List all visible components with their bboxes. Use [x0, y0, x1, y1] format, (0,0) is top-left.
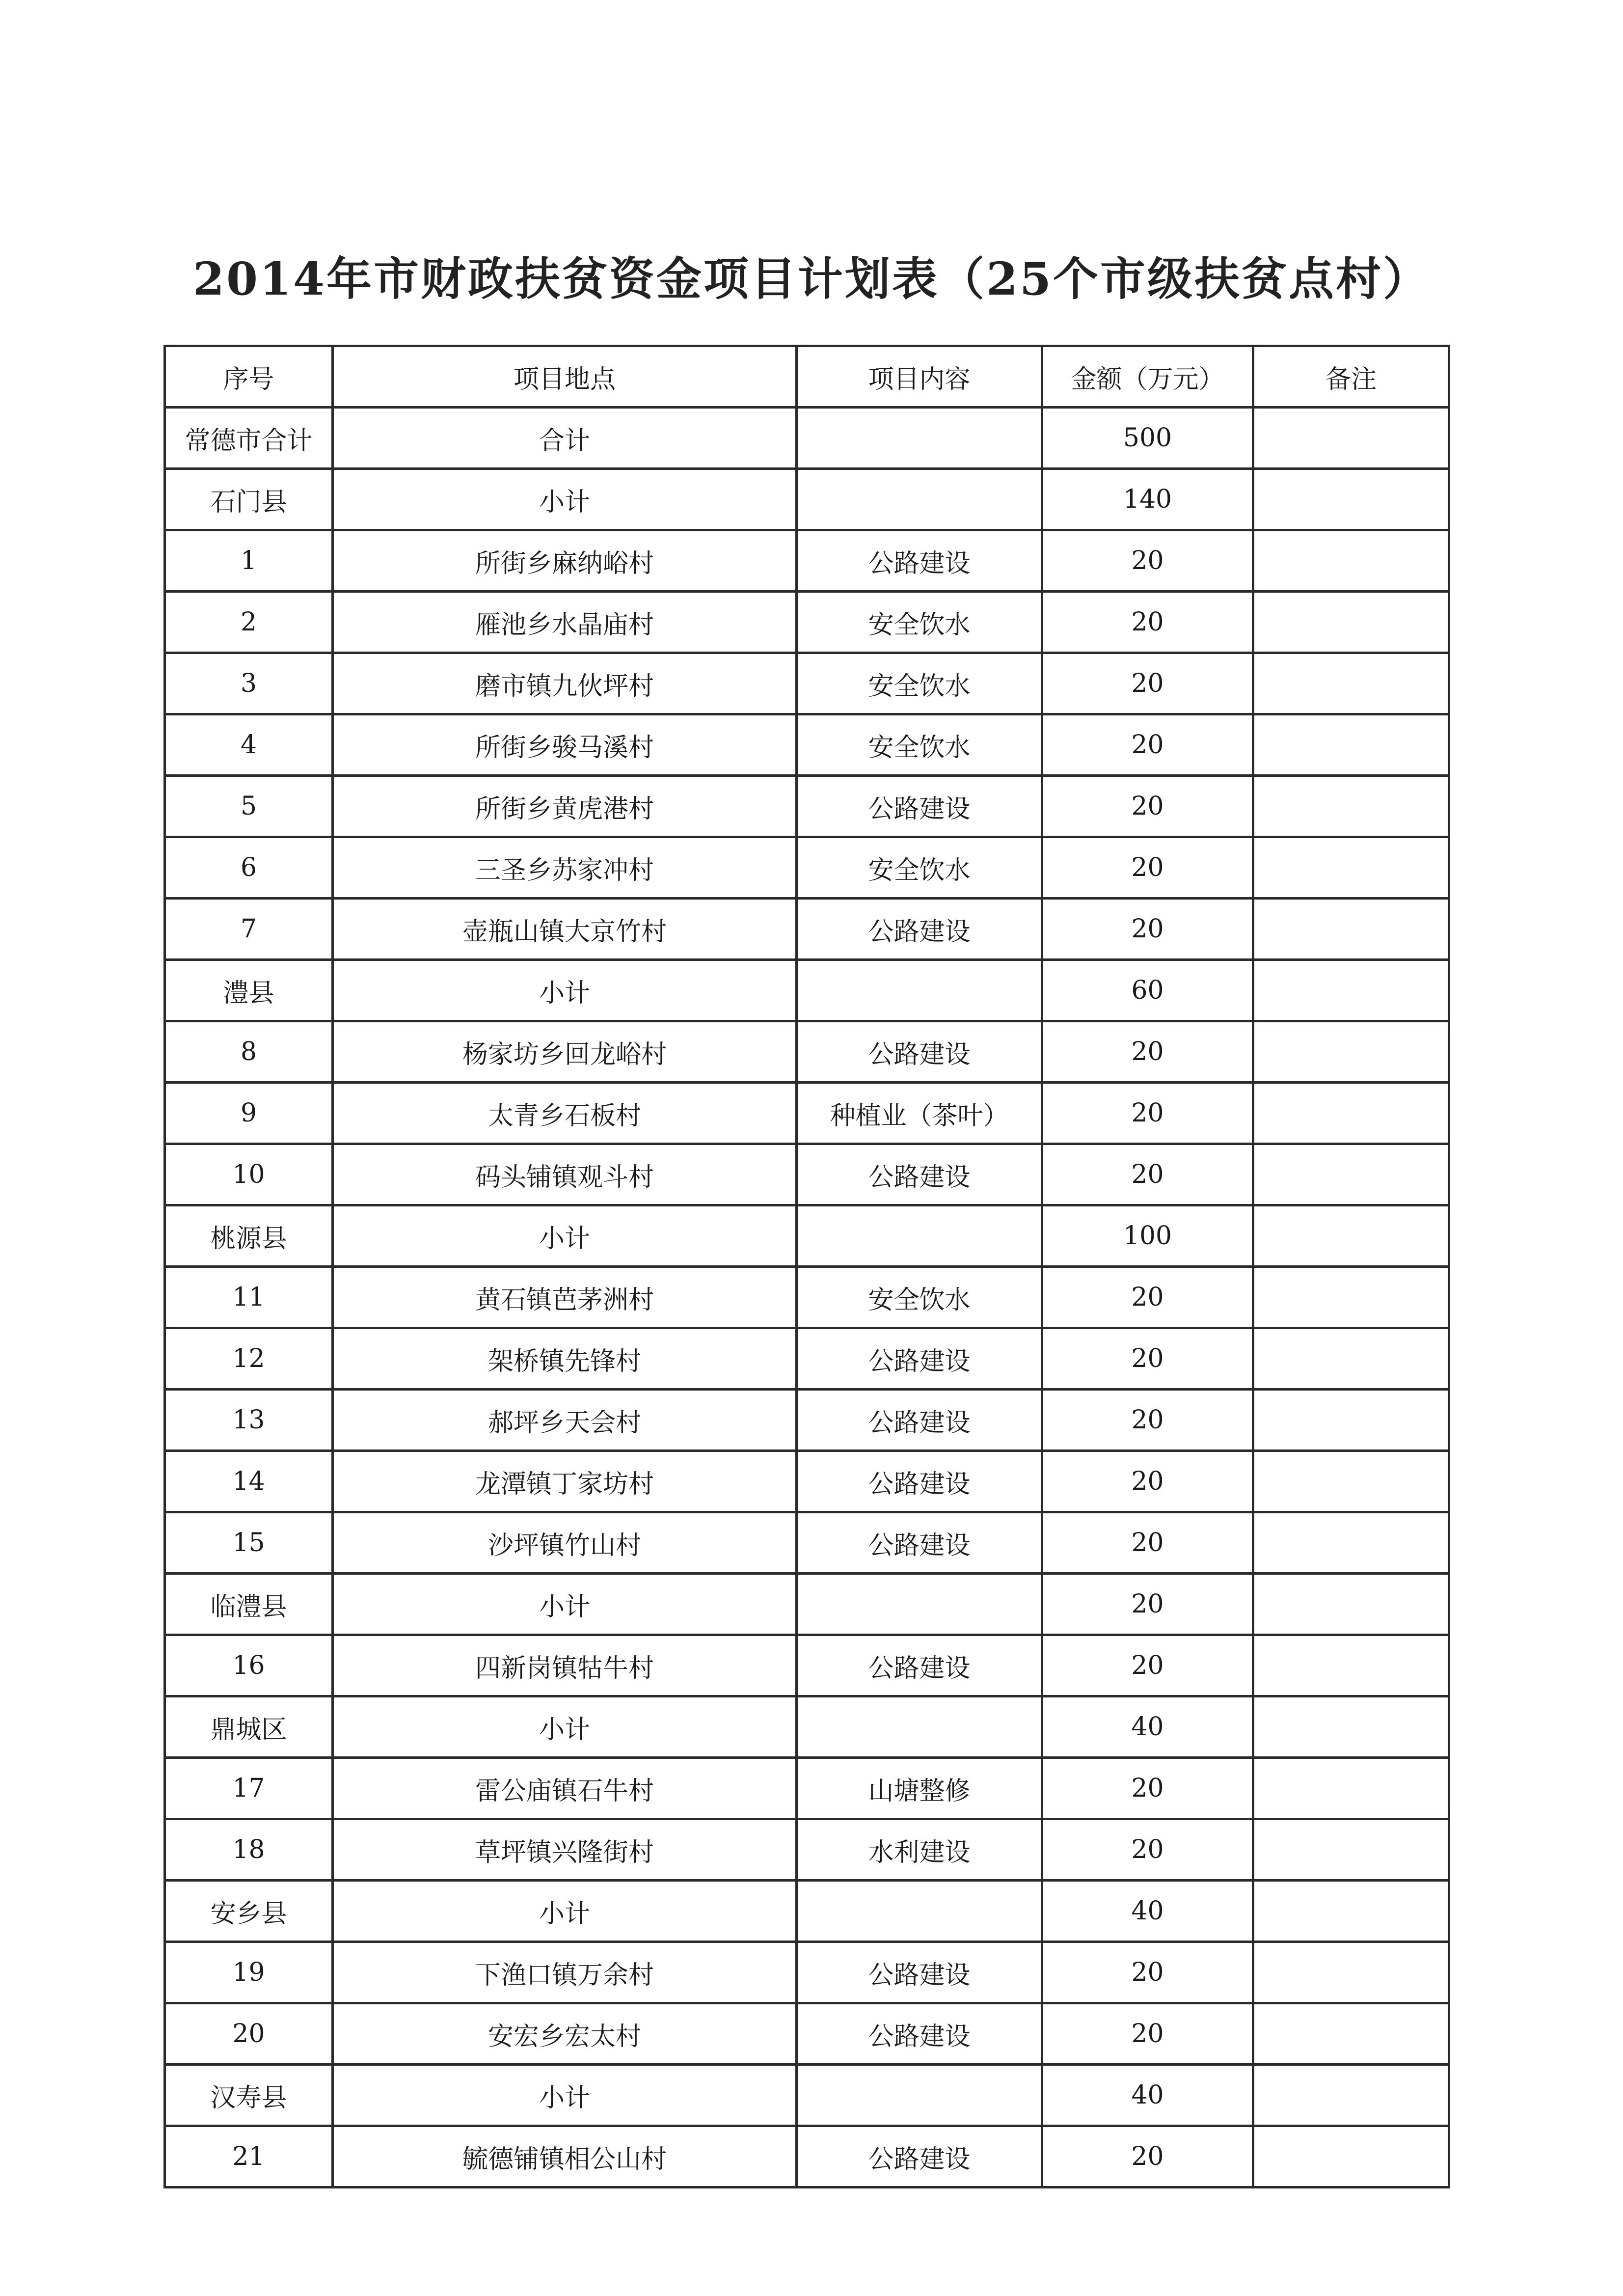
- cell-location: 三圣乡苏家冲村: [333, 837, 797, 899]
- fund-plan-table: [163, 345, 1450, 2188]
- cell-content: 公路建设: [797, 1451, 1042, 1512]
- cell-amount: 20: [1042, 653, 1253, 714]
- cell-amount: 100: [1042, 1205, 1253, 1267]
- cell-location: 所街乡麻纳峪村: [333, 530, 797, 592]
- cell-remark: [1253, 837, 1449, 899]
- cell-amount: 20: [1042, 1328, 1253, 1390]
- table-row: [165, 1205, 1449, 1267]
- cell-location: 雷公庙镇石牛村: [333, 1758, 797, 1819]
- cell-seq: 5: [165, 776, 333, 837]
- cell-content: 公路建设: [797, 2126, 1042, 2187]
- cell-seq: 11: [165, 1267, 333, 1328]
- table-row: [165, 776, 1449, 837]
- cell-amount: 20: [1042, 1512, 1253, 1574]
- cell-remark: [1253, 960, 1449, 1021]
- cell-remark: [1253, 1696, 1449, 1758]
- cell-content: [797, 1881, 1042, 1942]
- header-content: 项目内容: [797, 346, 1042, 408]
- cell-location: 合计: [333, 408, 797, 469]
- cell-location: 所街乡骏马溪村: [333, 714, 797, 776]
- cell-remark: [1253, 2065, 1449, 2126]
- table-row: [165, 530, 1449, 592]
- cell-content: [797, 960, 1042, 1021]
- cell-seq: 临澧县: [165, 1574, 333, 1635]
- cell-location: 沙坪镇竹山村: [333, 1512, 797, 1574]
- table-row: [165, 653, 1449, 714]
- header-amount: 金额（万元）: [1042, 346, 1253, 408]
- cell-location: 杨家坊乡回龙峪村: [333, 1021, 797, 1083]
- cell-location: 龙潭镇丁家坊村: [333, 1451, 797, 1512]
- cell-location: 草坪镇兴隆街村: [333, 1819, 797, 1881]
- table-row: [165, 899, 1449, 960]
- table-row: [165, 960, 1449, 1021]
- cell-amount: 20: [1042, 714, 1253, 776]
- cell-content: 公路建设: [797, 1021, 1042, 1083]
- cell-content: [797, 1205, 1042, 1267]
- header-location: 项目地点: [333, 346, 797, 408]
- cell-remark: [1253, 899, 1449, 960]
- cell-location: 壶瓶山镇大京竹村: [333, 899, 797, 960]
- cell-amount: 140: [1042, 469, 1253, 530]
- cell-content: 安全饮水: [797, 714, 1042, 776]
- cell-remark: [1253, 408, 1449, 469]
- cell-amount: 40: [1042, 1696, 1253, 1758]
- cell-content: 安全饮水: [797, 1267, 1042, 1328]
- cell-content: 山塘整修: [797, 1758, 1042, 1819]
- table-row: [165, 1451, 1449, 1512]
- cell-seq: 桃源县: [165, 1205, 333, 1267]
- cell-location: 小计: [333, 1205, 797, 1267]
- cell-seq: 鼎城区: [165, 1696, 333, 1758]
- cell-amount: 20: [1042, 776, 1253, 837]
- cell-remark: [1253, 530, 1449, 592]
- cell-amount: 40: [1042, 2065, 1253, 2126]
- cell-seq: 16: [165, 1635, 333, 1696]
- cell-seq: 20: [165, 2003, 333, 2065]
- cell-seq: 10: [165, 1144, 333, 1205]
- cell-content: [797, 1574, 1042, 1635]
- cell-content: 水利建设: [797, 1819, 1042, 1881]
- cell-seq: 21: [165, 2126, 333, 2187]
- cell-location: 郝坪乡天会村: [333, 1390, 797, 1451]
- cell-amount: 20: [1042, 1819, 1253, 1881]
- cell-location: 码头铺镇观斗村: [333, 1144, 797, 1205]
- cell-location: 四新岗镇牯牛村: [333, 1635, 797, 1696]
- cell-seq: 8: [165, 1021, 333, 1083]
- page-title: 2014年市财政扶贫资金项目计划表（25个市级扶贫点村）: [192, 252, 1431, 305]
- cell-location: 磨市镇九伙坪村: [333, 653, 797, 714]
- cell-amount: 20: [1042, 1390, 1253, 1451]
- table-row: [165, 837, 1449, 899]
- cell-location: 所街乡黄虎港村: [333, 776, 797, 837]
- cell-remark: [1253, 714, 1449, 776]
- cell-content: 公路建设: [797, 2003, 1042, 2065]
- cell-seq: 6: [165, 837, 333, 899]
- cell-remark: [1253, 1942, 1449, 2003]
- table-row: [165, 2126, 1449, 2187]
- cell-remark: [1253, 1819, 1449, 1881]
- cell-amount: 20: [1042, 1144, 1253, 1205]
- cell-amount: 60: [1042, 960, 1253, 1021]
- table-row: [165, 1021, 1449, 1083]
- table-row: [165, 469, 1449, 530]
- cell-location: 小计: [333, 469, 797, 530]
- cell-seq: 7: [165, 899, 333, 960]
- cell-content: [797, 2065, 1042, 2126]
- cell-amount: 20: [1042, 837, 1253, 899]
- cell-content: 种植业（茶叶）: [797, 1083, 1042, 1144]
- cell-remark: [1253, 1451, 1449, 1512]
- cell-seq: 3: [165, 653, 333, 714]
- cell-seq: 汉寿县: [165, 2065, 333, 2126]
- cell-location: 毓德铺镇相公山村: [333, 2126, 797, 2187]
- cell-location: 太青乡石板村: [333, 1083, 797, 1144]
- cell-remark: [1253, 2126, 1449, 2187]
- cell-remark: [1253, 1083, 1449, 1144]
- cell-content: 公路建设: [797, 530, 1042, 592]
- cell-remark: [1253, 1881, 1449, 1942]
- cell-location: 小计: [333, 1574, 797, 1635]
- cell-amount: 20: [1042, 1758, 1253, 1819]
- cell-content: 安全饮水: [797, 653, 1042, 714]
- table-row: [165, 1574, 1449, 1635]
- cell-remark: [1253, 1021, 1449, 1083]
- cell-location: 黄石镇芭茅洲村: [333, 1267, 797, 1328]
- cell-amount: 20: [1042, 2003, 1253, 2065]
- cell-seq: 12: [165, 1328, 333, 1390]
- cell-amount: 20: [1042, 1267, 1253, 1328]
- cell-seq: 2: [165, 592, 333, 653]
- cell-seq: 4: [165, 714, 333, 776]
- table-row: [165, 2065, 1449, 2126]
- cell-amount: 500: [1042, 408, 1253, 469]
- table-row: [165, 1083, 1449, 1144]
- cell-seq: 9: [165, 1083, 333, 1144]
- table-row: [165, 714, 1449, 776]
- cell-content: 公路建设: [797, 776, 1042, 837]
- cell-remark: [1253, 653, 1449, 714]
- table-row: [165, 1512, 1449, 1574]
- table-body: [165, 408, 1449, 2187]
- cell-content: [797, 469, 1042, 530]
- table-row: [165, 2003, 1449, 2065]
- cell-seq: 澧县: [165, 960, 333, 1021]
- cell-remark: [1253, 2003, 1449, 2065]
- table-row: [165, 1942, 1449, 2003]
- cell-remark: [1253, 1205, 1449, 1267]
- cell-amount: 40: [1042, 1881, 1253, 1942]
- cell-seq: 14: [165, 1451, 333, 1512]
- cell-amount: 20: [1042, 1021, 1253, 1083]
- cell-seq: 18: [165, 1819, 333, 1881]
- cell-remark: [1253, 1328, 1449, 1390]
- cell-amount: 20: [1042, 2126, 1253, 2187]
- cell-content: 公路建设: [797, 1390, 1042, 1451]
- cell-amount: 20: [1042, 1574, 1253, 1635]
- table-row: [165, 592, 1449, 653]
- cell-content: 公路建设: [797, 1942, 1042, 2003]
- table-row: [165, 1267, 1449, 1328]
- cell-amount: 20: [1042, 899, 1253, 960]
- table-row: [165, 1328, 1449, 1390]
- cell-remark: [1253, 1574, 1449, 1635]
- cell-content: 安全饮水: [797, 837, 1042, 899]
- cell-content: 公路建设: [797, 1512, 1042, 1574]
- cell-remark: [1253, 1144, 1449, 1205]
- cell-location: 小计: [333, 1696, 797, 1758]
- cell-seq: 17: [165, 1758, 333, 1819]
- cell-remark: [1253, 469, 1449, 530]
- cell-remark: [1253, 1390, 1449, 1451]
- cell-location: 下渔口镇万余村: [333, 1942, 797, 2003]
- cell-content: 安全饮水: [797, 592, 1042, 653]
- cell-remark: [1253, 1635, 1449, 1696]
- cell-remark: [1253, 1267, 1449, 1328]
- table-row: [165, 1758, 1449, 1819]
- header-remark: 备注: [1253, 346, 1449, 408]
- cell-content: 公路建设: [797, 899, 1042, 960]
- cell-amount: 20: [1042, 1942, 1253, 2003]
- cell-remark: [1253, 592, 1449, 653]
- cell-seq: 15: [165, 1512, 333, 1574]
- table-row: [165, 408, 1449, 469]
- cell-content: 公路建设: [797, 1144, 1042, 1205]
- cell-seq: 19: [165, 1942, 333, 2003]
- cell-seq: 石门县: [165, 469, 333, 530]
- cell-seq: 13: [165, 1390, 333, 1451]
- cell-location: 小计: [333, 1881, 797, 1942]
- cell-location: 架桥镇先锋村: [333, 1328, 797, 1390]
- header-seq: 序号: [165, 346, 333, 408]
- table-row: [165, 1390, 1449, 1451]
- cell-content: 公路建设: [797, 1635, 1042, 1696]
- cell-seq: 1: [165, 530, 333, 592]
- cell-amount: 20: [1042, 1451, 1253, 1512]
- table-row: [165, 1881, 1449, 1942]
- cell-amount: 20: [1042, 530, 1253, 592]
- cell-seq: 安乡县: [165, 1881, 333, 1942]
- cell-amount: 20: [1042, 1635, 1253, 1696]
- cell-seq: 常德市合计: [165, 408, 333, 469]
- cell-content: [797, 1696, 1042, 1758]
- table-row: [165, 1819, 1449, 1881]
- cell-remark: [1253, 776, 1449, 837]
- cell-location: 小计: [333, 2065, 797, 2126]
- cell-remark: [1253, 1758, 1449, 1819]
- table-row: [165, 1144, 1449, 1205]
- cell-location: 安宏乡宏太村: [333, 2003, 797, 2065]
- cell-amount: 20: [1042, 592, 1253, 653]
- cell-amount: 20: [1042, 1083, 1253, 1144]
- cell-location: 雁池乡水晶庙村: [333, 592, 797, 653]
- table-row: [165, 1696, 1449, 1758]
- table-row: [165, 1635, 1449, 1696]
- table-header-row: [165, 346, 1449, 408]
- cell-content: 公路建设: [797, 1328, 1042, 1390]
- cell-location: 小计: [333, 960, 797, 1021]
- cell-remark: [1253, 1512, 1449, 1574]
- cell-content: [797, 408, 1042, 469]
